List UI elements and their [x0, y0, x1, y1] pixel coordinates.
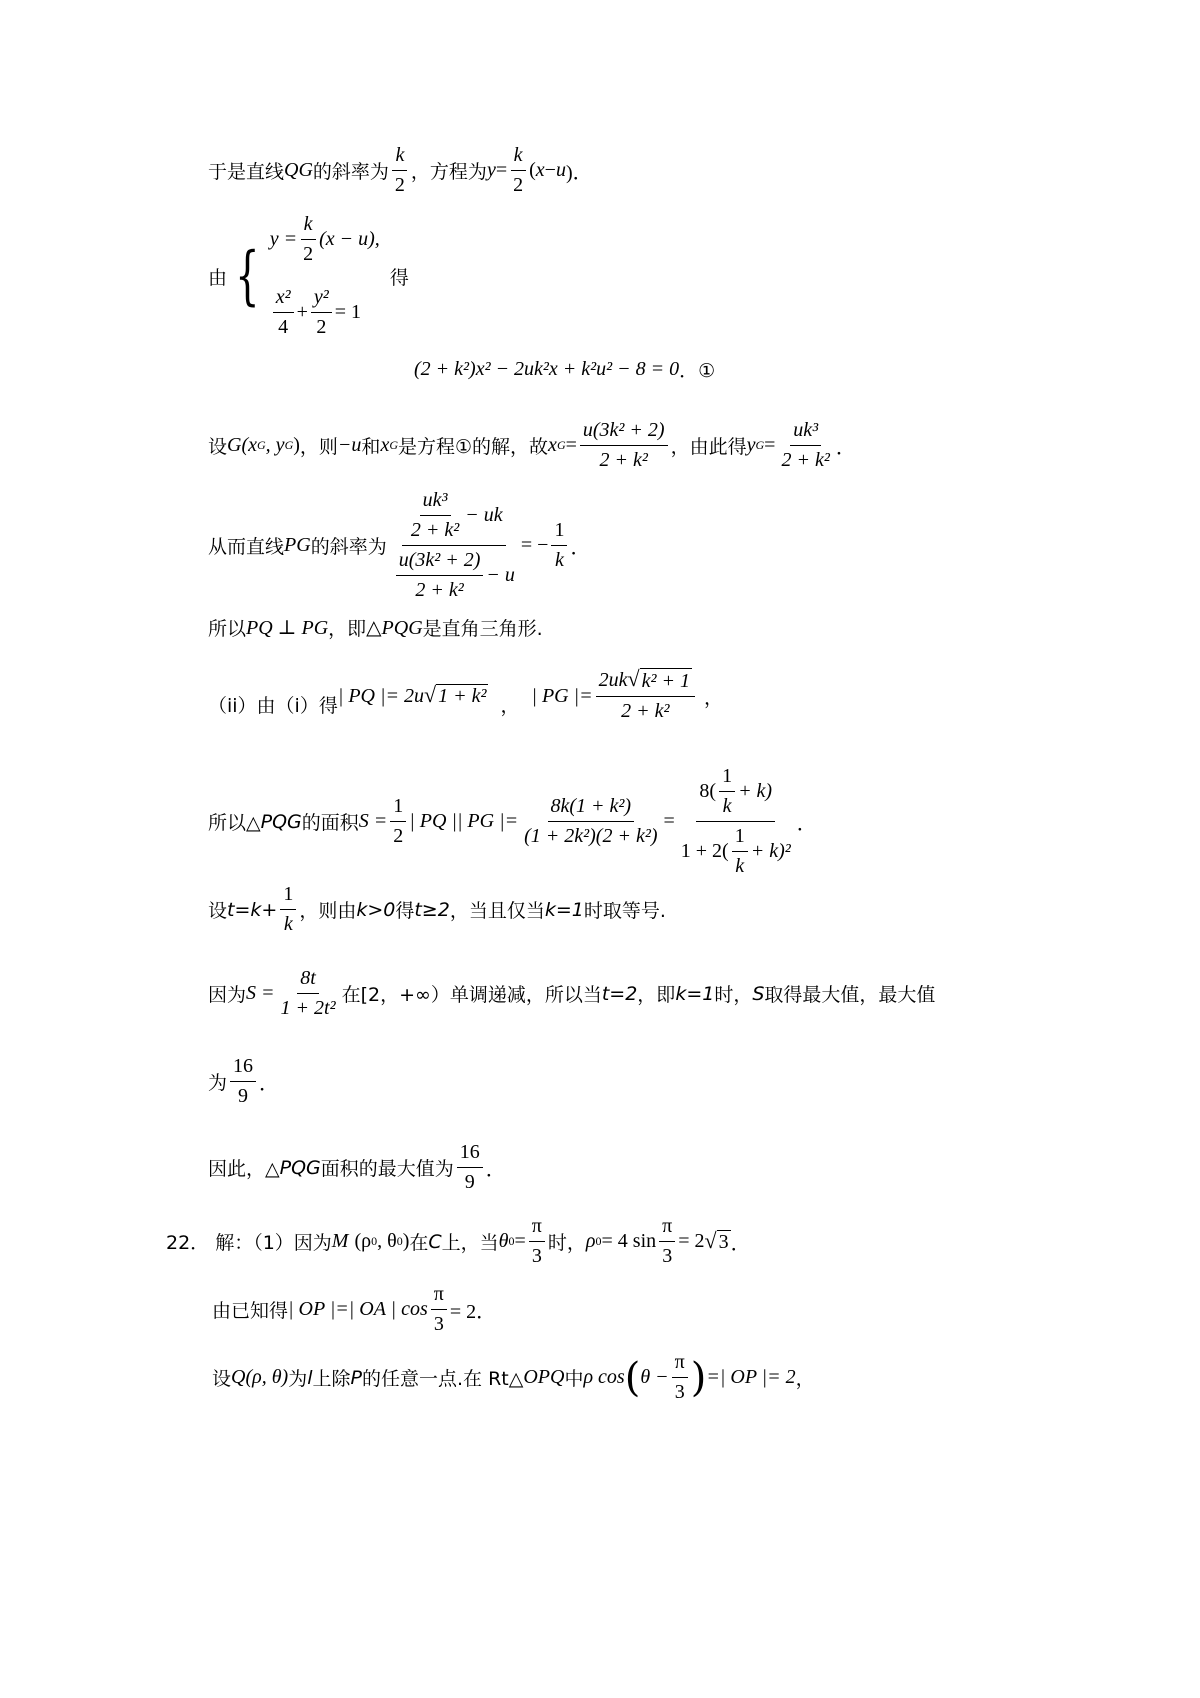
problem-number: 22．	[166, 1232, 210, 1254]
numerator: 1	[390, 794, 406, 822]
math: ρ cos	[583, 1366, 625, 1388]
math-var: PQG	[279, 1156, 321, 1179]
math: | PQ || PG |=	[409, 810, 519, 832]
denominator: 2	[316, 316, 327, 338]
denominator: 2 + k²	[621, 700, 670, 722]
numerator: π	[672, 1350, 688, 1378]
math: x	[380, 434, 390, 456]
math: ．	[796, 813, 817, 835]
numerator: uk³	[790, 418, 821, 446]
numerator	[596, 668, 695, 697]
text: 面积的最大值为	[320, 1158, 454, 1180]
text: ，方程为	[410, 161, 487, 183]
compound-fraction	[678, 764, 794, 879]
numerator: u(3k² + 2)	[396, 548, 484, 576]
text: 上，当	[441, 1232, 499, 1254]
math-var: x	[535, 159, 545, 181]
math: ．	[835, 437, 856, 459]
denominator: 2 + k²	[415, 579, 464, 601]
denominator: 9	[464, 1171, 475, 1193]
numerator: 8t	[297, 966, 319, 994]
math: x	[548, 434, 557, 456]
text: 上除	[312, 1368, 351, 1390]
numerator: 1	[719, 764, 735, 792]
math: t=k+	[227, 898, 278, 921]
text: 时，	[547, 1232, 586, 1254]
math: t≥2	[414, 898, 450, 921]
denominator: k	[722, 795, 732, 817]
text: 是方程①的解，故	[398, 436, 549, 458]
math: (x − u),	[319, 228, 380, 250]
denominator: k	[283, 913, 293, 935]
math: θ −	[640, 1366, 669, 1388]
denominator	[390, 546, 518, 603]
denominator: 2	[393, 825, 404, 847]
line-monotonic	[208, 966, 935, 1021]
math-expression: (2 + k²)x² − 2uk²x + k²u² − 8 = 0	[414, 358, 680, 380]
numerator: y²	[311, 285, 332, 313]
text: 的任意一点.在 Rt△	[361, 1368, 524, 1390]
math-op: +	[296, 301, 308, 323]
subscript: 0	[595, 1234, 602, 1248]
fraction	[396, 548, 484, 603]
numerator: π	[431, 1282, 447, 1310]
fraction	[408, 488, 462, 543]
fraction	[230, 1054, 256, 1109]
denominator: 2	[303, 243, 314, 265]
text: 得	[395, 900, 415, 922]
denominator: 3	[662, 1245, 673, 1267]
fraction	[672, 1350, 688, 1405]
text: 从而直线	[208, 536, 285, 558]
text: ，由此得	[670, 436, 747, 458]
system-row-2	[270, 285, 380, 340]
subscript: G	[389, 438, 398, 452]
line-pg-slope	[208, 488, 590, 603]
math: ．	[730, 1233, 751, 1255]
numerator	[402, 488, 506, 546]
fraction	[273, 285, 294, 340]
math-op: = −	[520, 534, 549, 556]
radical-sign: √	[704, 1227, 717, 1253]
fraction	[778, 418, 832, 473]
math: | OP |=| OA | cos	[288, 1298, 428, 1320]
fraction	[580, 418, 668, 473]
equation-system	[227, 212, 380, 340]
math: k=1	[544, 898, 584, 921]
text: 的面积	[301, 812, 359, 834]
denominator: 2 + k²	[410, 519, 460, 541]
math-var: PG	[284, 534, 311, 556]
math: (ρ	[354, 1230, 372, 1252]
math: | PQ |= 2u	[337, 684, 424, 707]
fraction	[390, 794, 406, 849]
text: ，即	[637, 984, 676, 1006]
denominator: 9	[238, 1085, 249, 1107]
fraction	[311, 285, 332, 340]
math: S	[752, 982, 765, 1005]
math: PQ ⊥ PG	[246, 617, 329, 639]
numerator: π	[529, 1214, 545, 1242]
math-var: u	[555, 159, 566, 181]
fraction	[732, 824, 748, 879]
denominator: 2 + k²	[781, 449, 830, 471]
fraction	[300, 212, 316, 267]
text: ，则	[299, 436, 338, 458]
math: G(x	[227, 434, 257, 456]
fraction	[551, 518, 567, 573]
left-paren: (	[624, 1354, 641, 1401]
math: = 1	[334, 301, 362, 323]
numerator: u(3k² + 2)	[580, 418, 668, 446]
math: θ	[498, 1230, 509, 1252]
text: ，则由	[299, 900, 357, 922]
math: S =	[358, 810, 388, 832]
math-var: y	[486, 159, 496, 181]
fraction	[457, 1140, 483, 1195]
math: 1 + 2(	[680, 840, 729, 862]
denominator: k	[555, 549, 564, 571]
text: 的斜率为	[312, 161, 389, 183]
subscript: G	[755, 438, 765, 452]
math-paren: )．	[565, 162, 593, 184]
sqrt	[628, 668, 692, 694]
denominator: 2 + k²	[599, 449, 648, 471]
math-op: =	[514, 1230, 526, 1252]
math: )	[402, 1230, 410, 1252]
math: 8(	[699, 780, 717, 802]
math: k>0	[356, 898, 396, 921]
text: 中	[564, 1368, 584, 1390]
text: 于是直线	[208, 161, 285, 183]
text: ，	[795, 1368, 815, 1390]
text: 得	[389, 266, 409, 289]
numerator: 16	[457, 1140, 483, 1168]
math: + k)²	[750, 840, 791, 862]
fraction	[719, 764, 735, 819]
fraction	[392, 143, 408, 198]
denominator: 4	[278, 316, 289, 338]
math-var: l	[307, 1366, 313, 1389]
line-polar-q	[212, 1350, 815, 1405]
math: + k)	[738, 780, 773, 802]
line-max-value	[208, 1054, 279, 1109]
math: OPQ	[523, 1366, 565, 1388]
line-op-length	[212, 1282, 496, 1337]
text: 因为	[208, 984, 247, 1006]
numerator: 16	[230, 1054, 256, 1082]
numerator: uk³	[420, 488, 451, 516]
line-quadratic	[414, 356, 715, 383]
subscript: G	[556, 438, 566, 452]
math: S =	[246, 982, 275, 1004]
numerator: 8k(1 + k²)	[548, 794, 635, 822]
math: k=1	[675, 982, 715, 1005]
text: 设	[208, 436, 228, 458]
numerator: k	[392, 143, 407, 171]
text: ，	[500, 695, 520, 717]
radicand: k² + 1	[641, 670, 690, 692]
sqrt	[704, 1227, 731, 1254]
math: − u	[486, 564, 515, 586]
math-paren: (	[529, 159, 536, 181]
math: y =	[269, 228, 298, 250]
radical-sign: √	[424, 682, 437, 707]
denominator: 3	[674, 1381, 685, 1403]
fraction	[280, 882, 296, 937]
math-var: PQG	[260, 810, 302, 833]
numerator: 1	[280, 882, 296, 910]
math-op: =	[565, 434, 577, 456]
math: t=2	[601, 982, 638, 1005]
radicand: 3	[718, 1230, 729, 1253]
math-op: =	[495, 159, 508, 181]
denominator: 1 + 2t²	[280, 997, 336, 1019]
line-conclusion	[208, 1140, 506, 1195]
text: 解：（1）因为	[215, 1232, 332, 1254]
numerator: x²	[273, 285, 294, 313]
text: 设	[212, 1368, 232, 1390]
fraction	[431, 1282, 447, 1337]
text: 在[2，+∞）单调递减，所以当	[341, 984, 602, 1006]
fraction	[659, 1214, 675, 1269]
subscript: G	[284, 438, 294, 452]
math-var: QG	[284, 159, 313, 181]
math: | PG |=	[531, 684, 593, 707]
denominator: k	[735, 855, 745, 877]
right-paren: )	[690, 1354, 707, 1401]
denominator: 2	[394, 174, 405, 196]
math: 2uk	[598, 669, 628, 691]
math: ．	[259, 1073, 280, 1095]
text: ，	[703, 686, 723, 709]
math: = 4 sin	[601, 1230, 657, 1252]
line-qg-slope	[208, 143, 593, 198]
math: y	[746, 434, 756, 456]
line-xg-yg	[208, 418, 856, 473]
line-system	[208, 212, 409, 340]
math: , y	[265, 434, 285, 456]
math: ．	[485, 1159, 506, 1181]
denominator: 3	[531, 1245, 542, 1267]
text: 为	[288, 1368, 308, 1390]
math: − uk	[465, 504, 503, 526]
numerator: π	[659, 1214, 675, 1242]
numerator: k	[301, 212, 316, 240]
math-var: P	[350, 1366, 362, 1389]
text: 和	[361, 436, 381, 458]
math-op: =	[764, 434, 776, 456]
denominator: 2	[513, 174, 524, 196]
math: M	[331, 1230, 349, 1252]
math-op: −	[544, 159, 556, 181]
text: 所以	[208, 618, 247, 640]
line-set-t	[208, 882, 666, 937]
line-problem-22	[166, 1214, 751, 1269]
denominator: (1 + 2k²)(2 + k²)	[524, 825, 658, 847]
fraction	[510, 143, 526, 198]
sqrt	[424, 684, 488, 708]
equation-mark: ．①	[679, 360, 716, 382]
text: 由已知得	[212, 1300, 289, 1322]
text: ，当且仅当	[449, 900, 545, 922]
brace: {	[235, 239, 260, 313]
math: △PQG	[366, 617, 423, 639]
radicand: 1 + k²	[438, 685, 487, 707]
system-row-1	[270, 212, 380, 267]
math: −u	[337, 434, 362, 456]
subscript: 0	[371, 1234, 378, 1248]
math-var: C	[428, 1230, 442, 1253]
compound-fraction	[390, 488, 518, 603]
math: ．	[570, 537, 591, 559]
fraction	[278, 966, 339, 1021]
math-op: =	[663, 810, 675, 832]
numerator: 1	[551, 518, 567, 546]
fraction	[529, 1214, 545, 1269]
subscript: 0	[508, 1234, 515, 1248]
text: 由	[208, 266, 228, 289]
math: = 2．	[449, 1301, 497, 1323]
fraction	[521, 794, 660, 849]
subscript: 0	[396, 1234, 403, 1248]
text: 的斜率为	[310, 536, 387, 558]
text: 是直角三角形.	[422, 618, 543, 640]
numerator: k	[511, 143, 526, 171]
math: )	[293, 434, 300, 456]
math: =| OP |= 2	[706, 1366, 796, 1388]
fraction	[596, 668, 695, 724]
text: 时取等号.	[583, 900, 666, 922]
math: Q(ρ, θ)	[231, 1366, 289, 1388]
text: 为	[208, 1072, 228, 1094]
text: 时，	[714, 984, 753, 1006]
line-area-formula	[208, 764, 817, 879]
line-pq-pg-lengths	[208, 668, 723, 724]
text: ，即	[328, 618, 367, 640]
denominator	[678, 822, 794, 879]
line-right-triangle	[208, 614, 543, 641]
text: （ii）由（i）得	[208, 695, 338, 717]
math: ρ	[585, 1230, 596, 1252]
numerator	[696, 764, 775, 822]
radical-sign: √	[627, 666, 640, 691]
denominator: 3	[433, 1313, 444, 1335]
math: , θ	[377, 1230, 397, 1252]
text: 所以△	[208, 812, 261, 834]
text: 因此，△	[208, 1158, 280, 1180]
math: = 2	[678, 1230, 705, 1252]
text: 在	[409, 1232, 429, 1254]
numerator: 1	[732, 824, 748, 852]
subscript: G	[257, 438, 266, 452]
text: 取得最大值，最大值	[764, 984, 936, 1006]
text: 设	[208, 900, 228, 922]
